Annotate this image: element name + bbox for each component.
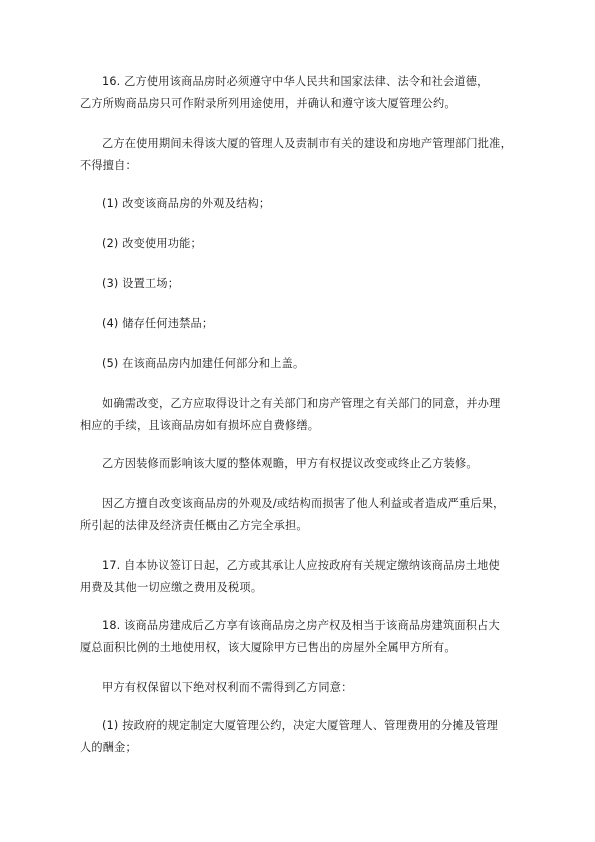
paragraph-liability [80, 493, 525, 537]
text-line: 相应的手续，且该商品房如有损坏应自费修缮。 [80, 419, 320, 432]
paragraph-clause-17 [80, 555, 525, 599]
text-line: 厦总面积比例的土地使用权，该大厦除甲方已售出的房屋外全属甲方所有。 [80, 641, 456, 654]
text-line: 不得擅自： [80, 159, 137, 172]
paragraph-clause-18 [80, 615, 525, 659]
list-item-1 [80, 193, 525, 215]
text-line: (2) 改变使用功能； [102, 237, 202, 250]
text-line: 人的酬金； [80, 741, 137, 754]
list-item-5 [80, 353, 525, 375]
paragraph-clause-16 [80, 71, 525, 115]
paragraph-renovation [80, 453, 525, 475]
text-line: (1) 改变该商品房的外观及结构； [102, 197, 271, 210]
text-line: 甲方有权保留以下绝对权利而不需得到乙方同意： [102, 681, 353, 694]
text-line: (3) 设置工场； [102, 277, 180, 290]
text-line: 17. 自本协议签订日起，乙方或其承让人应按政府有关规定缴纳该商品房土地使 [102, 559, 500, 572]
text-line: 用费及其他一切应缴之费用及税项。 [80, 581, 263, 594]
list-item-4 [80, 313, 525, 335]
text-line: 因乙方擅自改变该商品房的外观及/或结构而损害了他人利益或者造成严重后果， [102, 497, 505, 510]
reserve-item-1 [80, 715, 525, 759]
paragraph-reserve [80, 677, 525, 699]
text-line: 所引起的法律及经济责任概由乙方完全承担。 [80, 519, 308, 532]
text-line: (4) 储存任何违禁品； [102, 317, 214, 330]
text-line: 乙方在使用期间未得该大厦的管理人及责制市有关的建设和房地产管理部门批准， [102, 137, 512, 150]
paragraph-change [80, 393, 525, 437]
text-line: 乙方因装修而影响该大厦的整体观瞻，甲方有权提议改变或终止乙方装修。 [102, 457, 478, 470]
list-item-3 [80, 273, 525, 295]
text-line: 如确需改变，乙方应取得设计之有关部门和房产管理之有关部门的同意，并办理 [102, 397, 501, 410]
text-line: 18. 该商品房建成后乙方享有该商品房之房产权及相当于该商品房建筑面积占大 [102, 619, 500, 632]
list-item-2 [80, 233, 525, 255]
text-line: (5) 在该商品房内加建任何部分和上盖。 [102, 357, 305, 370]
text-line: 乙方所购商品房只可作附录所列用途使用，并确认和遵守该大厦管理公约。 [80, 97, 456, 110]
text-line: (1) 按政府的规定制定大厦管理公约，决定大厦管理人、管理费用的分摊及管理 [102, 719, 498, 732]
paragraph-approval [80, 133, 525, 177]
text-line: 16. 乙方使用该商品房时必须遵守中华人民共和国家法律、法令和社会道德， [102, 75, 489, 88]
